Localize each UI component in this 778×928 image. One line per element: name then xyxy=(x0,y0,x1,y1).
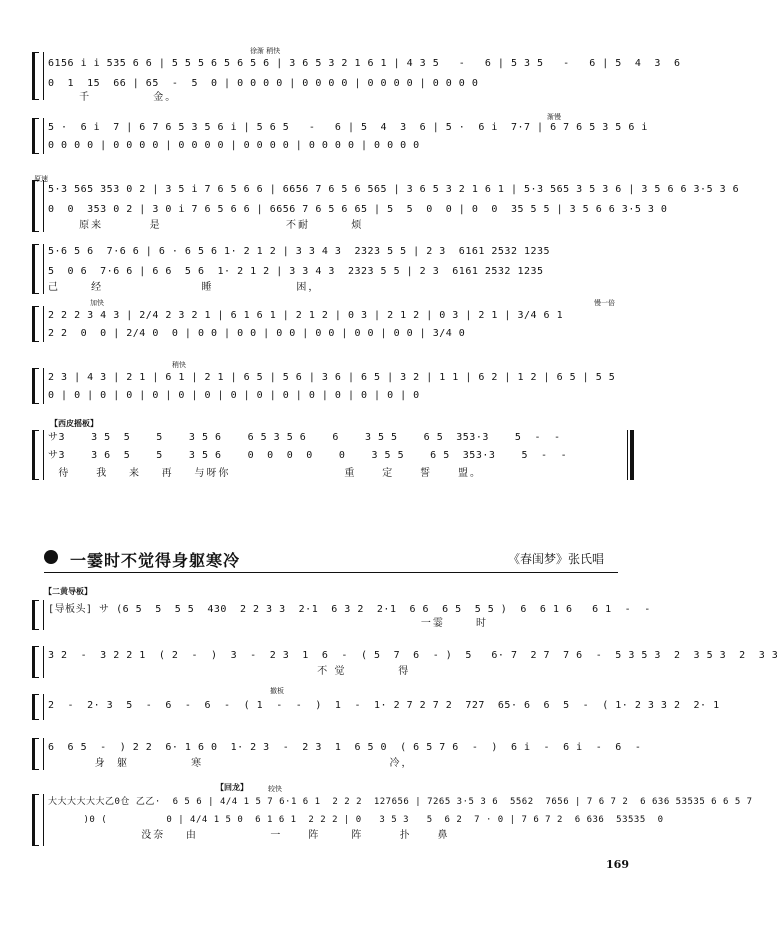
lyrics-line: 一霎 时 xyxy=(48,618,488,629)
score-system-8 xyxy=(34,600,651,630)
lyrics-line: 不 觉 得 xyxy=(48,666,411,677)
page-number: 169 xyxy=(606,858,629,871)
tempo-note: 原速 xyxy=(34,175,48,183)
accompaniment-line: 2 2 0 0 | 2/4 0 0 | 0 0 | 0 0 | 0 0 | 0 0 | 0 0 | 0 0 | 3/4 0 xyxy=(48,328,466,339)
melody-line: 5·6 5 6 7·6 6 | 6 · 6 5 6 1· 2 1 2 | 3 3 4 3 2323 5 5 | 2 3 6161 2532 1235 xyxy=(48,246,551,257)
score-system-3 xyxy=(34,175,740,232)
score-system-4 xyxy=(34,244,634,294)
score-system-5 xyxy=(34,299,634,342)
song-title: 一霎时不觉得身躯寒冷 xyxy=(70,551,241,570)
tempo-note: 徐渐 稍快 xyxy=(250,47,281,55)
lyrics-line: 原来 是 不耐 烦 xyxy=(48,220,364,231)
accompaniment-line: 0 0 0 0 | 0 0 0 0 | 0 0 0 0 | 0 0 0 0 | 0 0 0 0 | 0 0 0 0 xyxy=(48,140,420,151)
tempo-note: 加快 xyxy=(90,299,104,307)
score-system-12 xyxy=(34,794,753,846)
section-label-erhuang: 【二黄导板】 xyxy=(44,587,92,596)
accompaniment-line: )0 ( 0 | 4/4 1 5 0 6 1 6 1 2 2 2 | 0 3 5 3 5 6 2 7 · 0 | 7 6 7 2 6 636 53535 0 xyxy=(48,815,664,825)
lyrics-line: 身 躯 寒 冷， xyxy=(48,758,414,769)
score-system-7 xyxy=(34,430,634,480)
accompaniment-line: 0 0 353 0 2 | 3 0 i 7 6 5 6 6 | 6656 7 6 5 6 65 | 5 5 0 0 | 0 0 35 5 5 | 3 5 6 6 3·5 3 0 xyxy=(48,204,668,215)
score-system-11 xyxy=(34,738,642,770)
tempo-note: 较快 xyxy=(268,785,282,793)
melody-line: サ3 3 5 5 5 3 5 6 6 5 3 5 6 6 3 5 5 6 5 353·3 5 - - xyxy=(48,432,561,443)
lyrics-line: 没奈 由 一 阵 阵 扑 鼻 xyxy=(48,830,450,841)
lyrics-line: 千 金。 xyxy=(48,92,178,103)
section-label-huilong: 【回龙】 xyxy=(216,783,248,792)
melody-line: 5 · 6 i 7 | 6 7 6 5 3 5 6 i | 5 6 5 - 6 | 5 4 3 6 | 5 · 6 i 7·7 | 6 7 6 5 3 5 6 i xyxy=(48,122,648,133)
accompaniment-line: 5 0 6 7·6 6 | 6 6 5 6 1· 2 1 2 | 3 3 4 3 2323 5 5 | 2 3 6161 2532 1235 xyxy=(48,266,544,277)
tempo-note: 稍快 xyxy=(172,361,186,369)
melody-line: 6156 i i 535 6 6 | 5 5 5 6 5 6 5 6 | 3 6 5 3 2 1 6 1 | 4 3 5 - 6 | 5 3 5 - 6 | 5 4 3 6 xyxy=(48,58,681,69)
song-header xyxy=(44,548,604,568)
accompaniment-line: 0 1 15 66 | 65 - 5 0 | 0 0 0 0 | 0 0 0 0 | 0 0 0 0 | 0 0 0 0 xyxy=(48,78,479,89)
melody-line: 2 - 2· 3 5 - 6 - 6 - ( 1 - - ) 1 - 1· 2 7 2 7 2 727 65· 6 6 5 - ( 1· 2 3 3 2 2· 1 xyxy=(48,700,720,711)
melody-line: 2 2 2 3 4 3 | 2/4 2 3 2 1 | 6 1 6 1 | 2 1 2 | 0 3 | 2 1 2 | 0 3 | 2 1 | 3/4 6 1 xyxy=(48,310,564,321)
score-system-1 xyxy=(34,47,681,103)
accompaniment-line: サ3 3 6 5 5 3 5 6 0 0 0 0 0 3 5 5 6 5 353·3 5 - - xyxy=(48,450,568,461)
score-system-9 xyxy=(34,646,778,678)
melody-line: 5·3 565 353 0 2 | 3 5 i 7 6 5 6 6 | 6656 7 6 5 6 565 | 3 6 5 3 2 1 6 1 | 5·3 565 3 5 3 6 | 3 5 6 6 3·5 3 6 xyxy=(48,184,740,195)
section-label-xipi: 【西皮摇板】 xyxy=(50,419,98,428)
bullet-icon xyxy=(44,550,58,564)
melody-line: 2 3 | 4 3 | 2 1 | 6 1 | 2 1 | 6 5 | 5 6 | 3 6 | 6 5 | 3 2 | 1 1 | 6 2 | 1 2 | 6 5 | 5 5 xyxy=(48,372,616,383)
song-source: 《春闺梦》张氏唱 xyxy=(507,552,604,566)
melody-line: 6 6 5 - ) 2 2 6· 1 6 0 1· 2 3 - 2 3 1 6 5 0 ( 6 5 7 6 - ) 6 i - 6 i - 6 - xyxy=(48,742,642,753)
tempo-note: 撤板 xyxy=(270,687,284,695)
melody-line: 大大大大大大乙0仓 乙乙· 6 5 6 | 4/4 1 5 7 6·1 6 1 2 2 2 127656 | 7265 3·5 3 6 5562 7656 | 7 6 7 2 6 636 53535 6 6 5 7 xyxy=(48,797,753,807)
melody-line: [导板头] サ (6 5 5 5 5 430 2 2 3 3 2·1 6 3 2 2·1 6 6 6 5 5 5 ) 6 6 1 6 6 1 - - xyxy=(48,604,651,615)
score-system-2 xyxy=(34,113,648,154)
melody-line: 3 2 - 3 2 2 1 ( 2 - ) 3 - 2 3 1 6 - ( 5 7 6 - ) 5 6· 7 2 7 7 6 - 5 3 5 3 2 3 5 3 2 3 3 xyxy=(48,650,778,661)
score-system-10 xyxy=(34,687,720,720)
title-rule xyxy=(44,572,618,573)
score-system-6 xyxy=(34,361,634,404)
tempo-note: 慢一倍 xyxy=(594,299,615,307)
tempo-note: 渐慢 xyxy=(547,113,561,121)
lyrics-line: 待 我 来 再 与呀你 重 定 誓 盟。 xyxy=(48,468,483,479)
lyrics-line: 己 经 睡 困， xyxy=(48,282,321,293)
accompaniment-line: 0 | 0 | 0 | 0 | 0 | 0 | 0 | 0 | 0 | 0 | 0 | 0 | 0 | 0 | 0 xyxy=(48,390,420,401)
